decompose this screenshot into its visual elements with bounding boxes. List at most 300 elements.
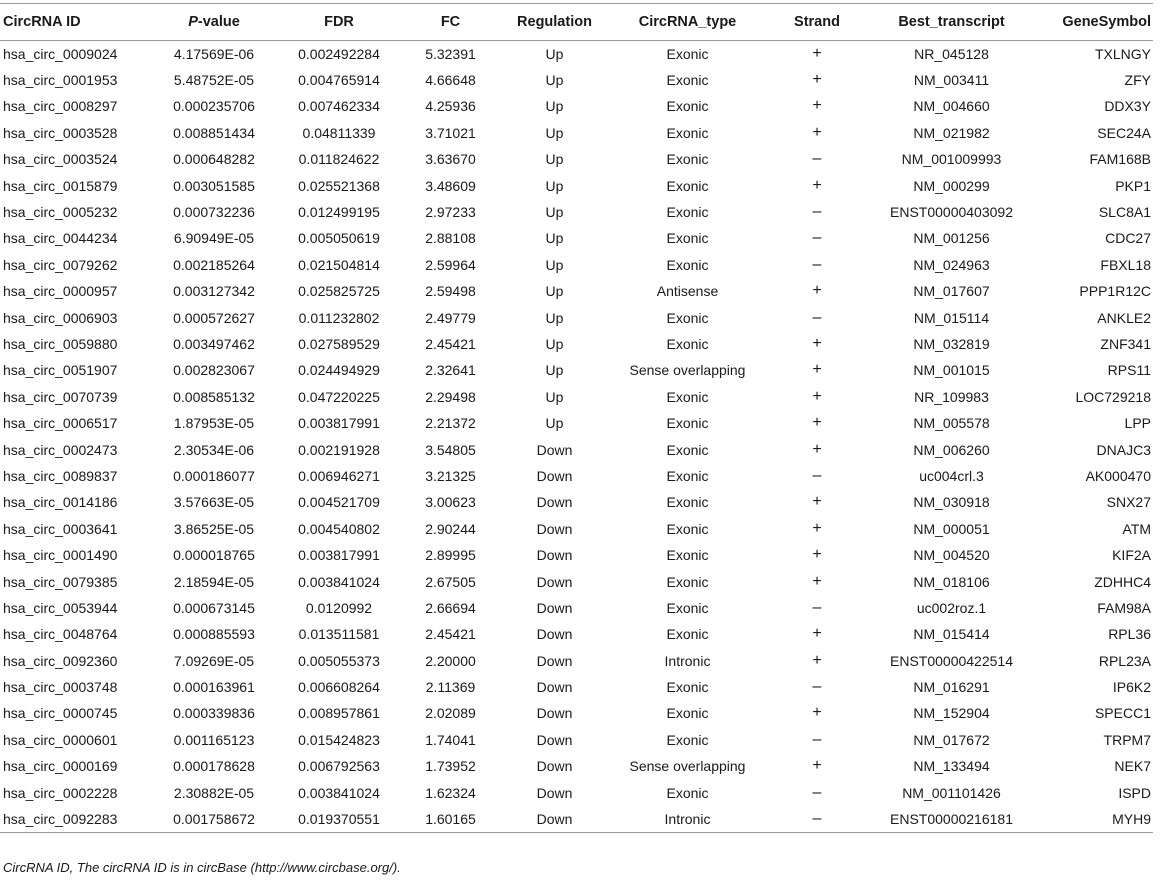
cell-circrna-type: Exonic: [666, 784, 709, 801]
cell-regulation: Down: [536, 573, 573, 590]
cell-fdr: 0.006608264: [298, 679, 380, 696]
cell-fdr: 0.011232802: [298, 309, 380, 326]
cell-circrna-id: hsa_circ_0003528: [3, 124, 118, 141]
cell-fdr: 0.027589529: [298, 335, 380, 352]
cell-strand: +: [812, 519, 822, 537]
cell-strand: +: [812, 334, 822, 352]
cell-fdr: 0.003841024: [298, 573, 380, 590]
cell-p-value: 0.000186077: [173, 467, 255, 484]
cell-regulation: Up: [545, 256, 564, 273]
cell-circrna-id: hsa_circ_0059880: [3, 335, 118, 352]
cell-circrna-id: hsa_circ_0092360: [3, 652, 118, 669]
cell-best-transcript: NM_003411: [913, 72, 990, 89]
cell-fdr: 0.011824622: [298, 151, 380, 168]
cell-best-transcript: NM_001101426: [902, 784, 1001, 801]
circrna-table: [0, 3, 1153, 833]
cell-circrna-type: Exonic: [666, 230, 709, 247]
cell-strand: +: [812, 704, 822, 722]
cell-gene-symbol: RPS11: [1107, 362, 1151, 379]
table-row: [0, 542, 1153, 568]
cell-gene-symbol: KIF2A: [1112, 547, 1151, 564]
cell-best-transcript: NM_006260: [913, 441, 990, 458]
cell-circrna-id: hsa_circ_0006903: [3, 309, 118, 326]
cell-regulation: Down: [502, 806, 607, 832]
cell-strand: +: [812, 651, 822, 669]
cell-fdr: 0.005050619: [298, 230, 380, 247]
cell-circrna-type: Exonic: [666, 72, 709, 89]
col-header-fdr: FDR: [279, 4, 399, 41]
cell-circrna-id: hsa_circ_0070739: [3, 388, 118, 405]
cell-fc: 1.74041: [425, 731, 476, 748]
cell-best-transcript: NM_004520: [913, 547, 990, 564]
cell-regulation: Up: [545, 362, 564, 379]
cell-fdr: 0.04811339: [302, 124, 376, 141]
table-row: [0, 595, 1153, 621]
table-row: [0, 225, 1153, 251]
cell-fc: 2.97233: [425, 204, 476, 221]
cell-strand: –: [812, 150, 822, 168]
cell-gene-symbol: PKP1: [1115, 177, 1151, 194]
cell-best-transcript: NM_001256: [913, 230, 990, 247]
cell-fc: 2.67505: [425, 573, 476, 590]
table-row: [0, 199, 1153, 225]
cell-gene-symbol: SPECC1: [1094, 705, 1151, 722]
cell-gene-symbol: PPP1R12C: [1079, 283, 1151, 300]
cell-best-transcript: NM_152904: [913, 705, 990, 722]
cell-regulation: Down: [536, 679, 573, 696]
cell-p-value: 0.000018765: [173, 547, 255, 564]
cell-regulation: Up: [545, 283, 564, 300]
cell-fc: 1.73952: [425, 758, 476, 775]
cell-fdr: 0.007462334: [298, 98, 380, 115]
table-row: [0, 674, 1153, 700]
cell-fc: 1.60165: [399, 806, 502, 832]
cell-regulation: Up: [545, 204, 564, 221]
cell-p-value: 0.008851434: [173, 124, 255, 141]
cell-p-value: 5.48752E-05: [173, 72, 255, 89]
cell-circrna-type: Exonic: [666, 731, 709, 748]
cell-regulation: Up: [545, 98, 564, 115]
cell-regulation: Down: [536, 731, 573, 748]
cell-circrna-id: hsa_circ_0003641: [3, 520, 118, 537]
cell-regulation: Down: [536, 441, 573, 458]
cell-gene-symbol: TRPM7: [1103, 731, 1151, 748]
cell-p-value: 0.001165123: [173, 731, 255, 748]
cell-gene-symbol: ANKLE2: [1097, 309, 1151, 326]
cell-circrna-id: hsa_circ_0009024: [3, 45, 118, 62]
cell-circrna-id: hsa_circ_0005232: [3, 204, 118, 221]
cell-gene-symbol: ZNF341: [1100, 335, 1151, 352]
cell-fdr: 0.002492284: [298, 45, 380, 62]
cell-fc: 1.62324: [425, 784, 476, 801]
cell-gene-symbol: IP6K2: [1112, 679, 1151, 696]
cell-fc: 2.59498: [425, 283, 476, 300]
cell-fc: 2.45421: [425, 335, 476, 352]
table-body: [0, 41, 1153, 833]
cell-strand: +: [812, 493, 822, 511]
cell-best-transcript: NM_017607: [913, 283, 990, 300]
p-value-suffix: -value: [197, 14, 240, 30]
cell-circrna-type: Exonic: [666, 520, 709, 537]
cell-fc: 3.00623: [425, 494, 476, 511]
cell-circrna-type: Exonic: [666, 98, 709, 115]
cell-circrna-id: hsa_circ_0002473: [3, 441, 118, 458]
cell-strand: +: [812, 414, 822, 432]
cell-p-value: 0.000178628: [173, 758, 255, 775]
table-row: [0, 67, 1153, 93]
cell-regulation: Down: [536, 784, 573, 801]
cell-fc: 2.11369: [425, 679, 476, 696]
cell-circrna-id: hsa_circ_0001490: [3, 547, 118, 564]
cell-circrna-type: Exonic: [666, 124, 709, 141]
cell-circrna-type: Exonic: [666, 441, 709, 458]
cell-fdr: 0.003817991: [298, 415, 380, 432]
cell-strand: +: [812, 440, 822, 458]
cell-p-value: 0.000163961: [173, 679, 255, 696]
cell-fc: 2.32641: [425, 362, 476, 379]
table-row: [0, 357, 1153, 383]
cell-circrna-type: Exonic: [666, 309, 709, 326]
cell-regulation: Up: [545, 177, 564, 194]
cell-p-value: 7.09269E-05: [173, 652, 255, 669]
cell-fc: 3.54805: [425, 441, 476, 458]
cell-strand: –: [812, 229, 822, 247]
cell-p-value: 3.57663E-05: [173, 494, 255, 511]
cell-strand: –: [812, 308, 822, 326]
table-row: [0, 252, 1153, 278]
cell-regulation: Down: [536, 494, 573, 511]
cell-gene-symbol: ATM: [1122, 520, 1151, 537]
cell-fdr: 0.0120992: [305, 599, 373, 616]
cell-circrna-type: Sense overlapping: [629, 758, 746, 775]
cell-circrna-id: hsa_circ_0006517: [3, 415, 118, 432]
table-row: [0, 172, 1153, 198]
cell-p-value: 0.000885593: [173, 626, 255, 643]
cell-strand: +: [812, 176, 822, 194]
cell-regulation: Up: [545, 124, 564, 141]
cell-fdr: 0.012499195: [298, 204, 380, 221]
cell-gene-symbol: ZFY: [1124, 72, 1151, 89]
cell-fdr: 0.002191928: [298, 441, 380, 458]
cell-fdr: 0.003817991: [298, 547, 380, 564]
table-row: [0, 331, 1153, 357]
cell-gene-symbol: SLC8A1: [1098, 204, 1151, 221]
table-row: [0, 621, 1153, 647]
cell-best-transcript: ENST00000403092: [890, 204, 1013, 221]
cell-best-transcript: NM_005578: [913, 415, 990, 432]
col-header-circrna-type: CircRNA_type: [607, 4, 768, 41]
cell-circrna-type: Exonic: [666, 705, 709, 722]
cell-best-transcript: NM_021982: [913, 124, 990, 141]
cell-strand: –: [812, 255, 822, 273]
cell-fc: 2.89995: [425, 547, 476, 564]
cell-fdr: 0.004540802: [298, 520, 380, 537]
cell-fc: 2.29498: [425, 388, 476, 405]
cell-circrna-type: Exonic: [666, 335, 709, 352]
cell-p-value: 0.003127342: [173, 283, 255, 300]
cell-circrna-type: Exonic: [666, 573, 709, 590]
cell-strand: +: [812, 387, 822, 405]
cell-circrna-type: Sense overlapping: [629, 362, 746, 379]
table-row: [0, 384, 1153, 410]
cell-gene-symbol: MYH9: [1037, 806, 1153, 832]
cell-regulation: Up: [545, 388, 564, 405]
cell-fdr: 0.019370551: [279, 806, 399, 832]
cell-strand: +: [812, 282, 822, 300]
cell-best-transcript: NM_004660: [913, 98, 990, 115]
cell-fdr: 0.021504814: [298, 256, 380, 273]
cell-p-value: 4.17569E-06: [173, 45, 255, 62]
cell-p-value: 0.002823067: [173, 362, 255, 379]
cell-fc: 2.66694: [425, 599, 476, 616]
cell-strand: –: [812, 203, 822, 221]
cell-regulation: Down: [536, 520, 573, 537]
cell-fc: 3.71021: [425, 124, 476, 141]
cell-p-value: 0.003497462: [173, 335, 255, 352]
cell-p-value: 2.30534E-06: [173, 441, 255, 458]
table-row: [0, 278, 1153, 304]
cell-circrna-type: Exonic: [666, 679, 709, 696]
cell-gene-symbol: CDC27: [1105, 230, 1151, 247]
cell-best-transcript: uc002roz.1: [916, 599, 987, 616]
cell-regulation: Up: [545, 415, 564, 432]
cell-best-transcript: NM_024963: [913, 256, 990, 273]
cell-fc: 3.48609: [425, 177, 476, 194]
cell-regulation: Up: [545, 72, 564, 89]
cell-fdr: 0.008957861: [298, 705, 380, 722]
cell-gene-symbol: RPL23A: [1098, 652, 1151, 669]
cell-regulation: Down: [536, 547, 573, 564]
table-row: [0, 93, 1153, 119]
cell-best-transcript: NR_045128: [914, 45, 989, 62]
cell-fc: 2.02089: [425, 705, 476, 722]
cell-p-value: 0.000235706: [173, 98, 255, 115]
cell-p-value: 0.000572627: [173, 309, 255, 326]
cell-circrna-type: Exonic: [666, 599, 709, 616]
col-header-strand: Strand: [768, 4, 866, 41]
cell-p-value: 0.002185264: [173, 256, 255, 273]
cell-gene-symbol: ISPD: [1118, 784, 1151, 801]
cell-fdr: 0.015424823: [298, 731, 380, 748]
cell-p-value: 1.87953E-05: [173, 415, 255, 432]
cell-fc: 2.88108: [425, 230, 476, 247]
cell-fc: 3.63670: [425, 151, 476, 168]
table-row: [0, 779, 1153, 805]
col-header-regulation: Regulation: [502, 4, 607, 41]
col-header-circrna-id: CircRNA ID: [0, 4, 149, 41]
cell-strand: +: [812, 625, 822, 643]
cell-gene-symbol: SEC24A: [1097, 124, 1151, 141]
cell-best-transcript: NM_001015: [913, 362, 990, 379]
cell-circrna-id: hsa_circ_0079262: [3, 256, 118, 273]
cell-regulation: Down: [536, 467, 573, 484]
cell-fc: 2.45421: [425, 626, 476, 643]
cell-p-value: 0.001758672: [149, 806, 279, 832]
cell-gene-symbol: FAM98A: [1097, 599, 1151, 616]
cell-strand: +: [812, 71, 822, 89]
cell-circrna-id: hsa_circ_0000745: [3, 705, 118, 722]
cell-gene-symbol: AK000470: [1085, 467, 1151, 484]
cell-best-transcript: NM_017672: [913, 731, 990, 748]
cell-strand: –: [812, 783, 822, 801]
col-header-gene-symbol: GeneSymbol: [1037, 4, 1153, 41]
cell-gene-symbol: DDX3Y: [1104, 98, 1151, 115]
cell-best-transcript: uc004crl.3: [919, 467, 984, 484]
cell-gene-symbol: DNAJC3: [1096, 441, 1151, 458]
cell-p-value: 3.86525E-05: [173, 520, 255, 537]
cell-regulation: Up: [545, 230, 564, 247]
cell-fdr: 0.024494929: [298, 362, 380, 379]
cell-best-transcript: NM_000051: [913, 520, 990, 537]
cell-circrna-type: Exonic: [666, 494, 709, 511]
cell-p-value: 0.000732236: [173, 204, 255, 221]
cell-fdr: 0.003841024: [298, 784, 380, 801]
cell-p-value: 2.18594E-05: [173, 573, 255, 590]
cell-circrna-id: hsa_circ_0089837: [3, 467, 118, 484]
cell-circrna-type: Exonic: [666, 547, 709, 564]
cell-circrna-id: hsa_circ_0003748: [3, 679, 118, 696]
cell-strand: –: [812, 730, 822, 748]
cell-circrna-id: hsa_circ_0092283: [0, 806, 149, 832]
cell-gene-symbol: FBXL18: [1100, 256, 1151, 273]
cell-fc: 4.25936: [425, 98, 476, 115]
cell-strand: +: [812, 97, 822, 115]
cell-best-transcript: NR_109983: [914, 388, 989, 405]
col-header-fc: FC: [399, 4, 502, 41]
cell-circrna-id: hsa_circ_0000169: [3, 758, 118, 775]
cell-circrna-id: hsa_circ_0008297: [3, 98, 118, 115]
cell-fdr: 0.006946271: [298, 467, 380, 484]
cell-strand: +: [812, 361, 822, 379]
cell-strand: +: [812, 44, 822, 62]
cell-strand: +: [812, 546, 822, 564]
cell-circrna-type: Exonic: [666, 151, 709, 168]
table-row: [0, 146, 1153, 172]
cell-regulation: Up: [545, 45, 564, 62]
cell-best-transcript: NM_133494: [913, 758, 990, 775]
cell-best-transcript: NM_000299: [913, 177, 990, 194]
cell-strand: –: [812, 466, 822, 484]
cell-p-value: 2.30882E-05: [173, 784, 255, 801]
table-row: [0, 806, 1153, 832]
table-row: [0, 436, 1153, 462]
cell-circrna-id: hsa_circ_0003524: [3, 151, 118, 168]
cell-circrna-id: hsa_circ_0001953: [3, 72, 118, 89]
cell-fc: 2.21372: [425, 415, 476, 432]
cell-circrna-id: hsa_circ_0053944: [3, 599, 118, 616]
cell-fc: 2.20000: [425, 652, 476, 669]
cell-strand: –: [812, 598, 822, 616]
cell-best-transcript: NM_018106: [913, 573, 990, 590]
cell-circrna-type: Intronic: [664, 652, 711, 669]
cell-regulation: Down: [536, 626, 573, 643]
table-footnote: CircRNA ID, The circRNA ID is in circBase (http://www.circbase.org/).: [3, 860, 401, 875]
cell-circrna-id: hsa_circ_0002228: [3, 784, 118, 801]
table-row: [0, 463, 1153, 489]
cell-fdr: 0.004521709: [298, 494, 380, 511]
cell-circrna-id: hsa_circ_0000957: [3, 283, 118, 300]
table-row: [0, 753, 1153, 779]
cell-p-value: 0.003051585: [173, 177, 255, 194]
table-row: [0, 727, 1153, 753]
cell-circrna-type: Exonic: [666, 626, 709, 643]
cell-circrna-id: hsa_circ_0014186: [3, 494, 118, 511]
cell-best-transcript: NM_032819: [913, 335, 990, 352]
cell-circrna-type: Exonic: [666, 415, 709, 432]
cell-strand: +: [812, 123, 822, 141]
cell-fdr: 0.013511581: [298, 626, 380, 643]
cell-circrna-type: Exonic: [666, 467, 709, 484]
cell-strand: –: [768, 806, 866, 832]
col-header-p-value: [149, 4, 279, 41]
cell-fdr: 0.047220225: [298, 388, 380, 405]
cell-p-value: 0.000648282: [173, 151, 255, 168]
cell-circrna-id: hsa_circ_0051907: [3, 362, 118, 379]
cell-circrna-id: hsa_circ_0000601: [3, 731, 118, 748]
cell-circrna-type: Exonic: [666, 177, 709, 194]
table-row: [0, 410, 1153, 436]
col-header-best-transcript: Best_transcript: [866, 4, 1037, 41]
cell-gene-symbol: FAM168B: [1089, 151, 1151, 168]
cell-gene-symbol: ZDHHC4: [1094, 573, 1151, 590]
cell-best-transcript: NM_015414: [913, 626, 990, 643]
cell-regulation: Up: [545, 151, 564, 168]
cell-circrna-id: hsa_circ_0044234: [3, 230, 118, 247]
cell-fdr: 0.006792563: [298, 758, 380, 775]
cell-p-value: 0.000673145: [173, 599, 255, 616]
cell-gene-symbol: TXLNGY: [1094, 45, 1151, 62]
cell-fdr: 0.005055373: [298, 652, 380, 669]
cell-regulation: Down: [536, 652, 573, 669]
cell-best-transcript: NM_001009993: [901, 151, 1002, 168]
table-row: [0, 120, 1153, 146]
cell-regulation: Up: [545, 309, 564, 326]
cell-circrna-id: hsa_circ_0015879: [3, 177, 118, 194]
cell-gene-symbol: SNX27: [1106, 494, 1151, 511]
cell-circrna-id: hsa_circ_0048764: [3, 626, 118, 643]
table-row: [0, 41, 1153, 67]
cell-gene-symbol: LOC729218: [1075, 388, 1151, 405]
cell-fdr: 0.025521368: [298, 177, 380, 194]
cell-best-transcript: ENST00000216181: [866, 806, 1037, 832]
table-row: [0, 489, 1153, 515]
table-row: [0, 304, 1153, 330]
cell-fc: 2.59964: [425, 256, 476, 273]
table-row: [0, 647, 1153, 673]
cell-best-transcript: NM_015114: [913, 309, 990, 326]
cell-strand: +: [812, 757, 822, 775]
cell-p-value: 0.008585132: [173, 388, 255, 405]
cell-best-transcript: ENST00000422514: [890, 652, 1013, 669]
table-row: [0, 700, 1153, 726]
cell-circrna-type: Exonic: [666, 45, 709, 62]
cell-regulation: Down: [536, 705, 573, 722]
cell-regulation: Down: [536, 758, 573, 775]
cell-gene-symbol: LPP: [1124, 415, 1151, 432]
cell-gene-symbol: NEK7: [1114, 758, 1151, 775]
table-row: [0, 568, 1153, 594]
table-row: [0, 516, 1153, 542]
cell-circrna-id: hsa_circ_0079385: [3, 573, 118, 590]
cell-p-value: 6.90949E-05: [173, 230, 255, 247]
cell-fdr: 0.025825725: [298, 283, 380, 300]
cell-fc: 3.21325: [425, 467, 476, 484]
cell-circrna-type: Exonic: [666, 388, 709, 405]
cell-p-value: 0.000339836: [173, 705, 255, 722]
cell-best-transcript: NM_016291: [913, 679, 990, 696]
cell-fc: 2.49779: [425, 309, 476, 326]
cell-gene-symbol: RPL36: [1108, 626, 1151, 643]
